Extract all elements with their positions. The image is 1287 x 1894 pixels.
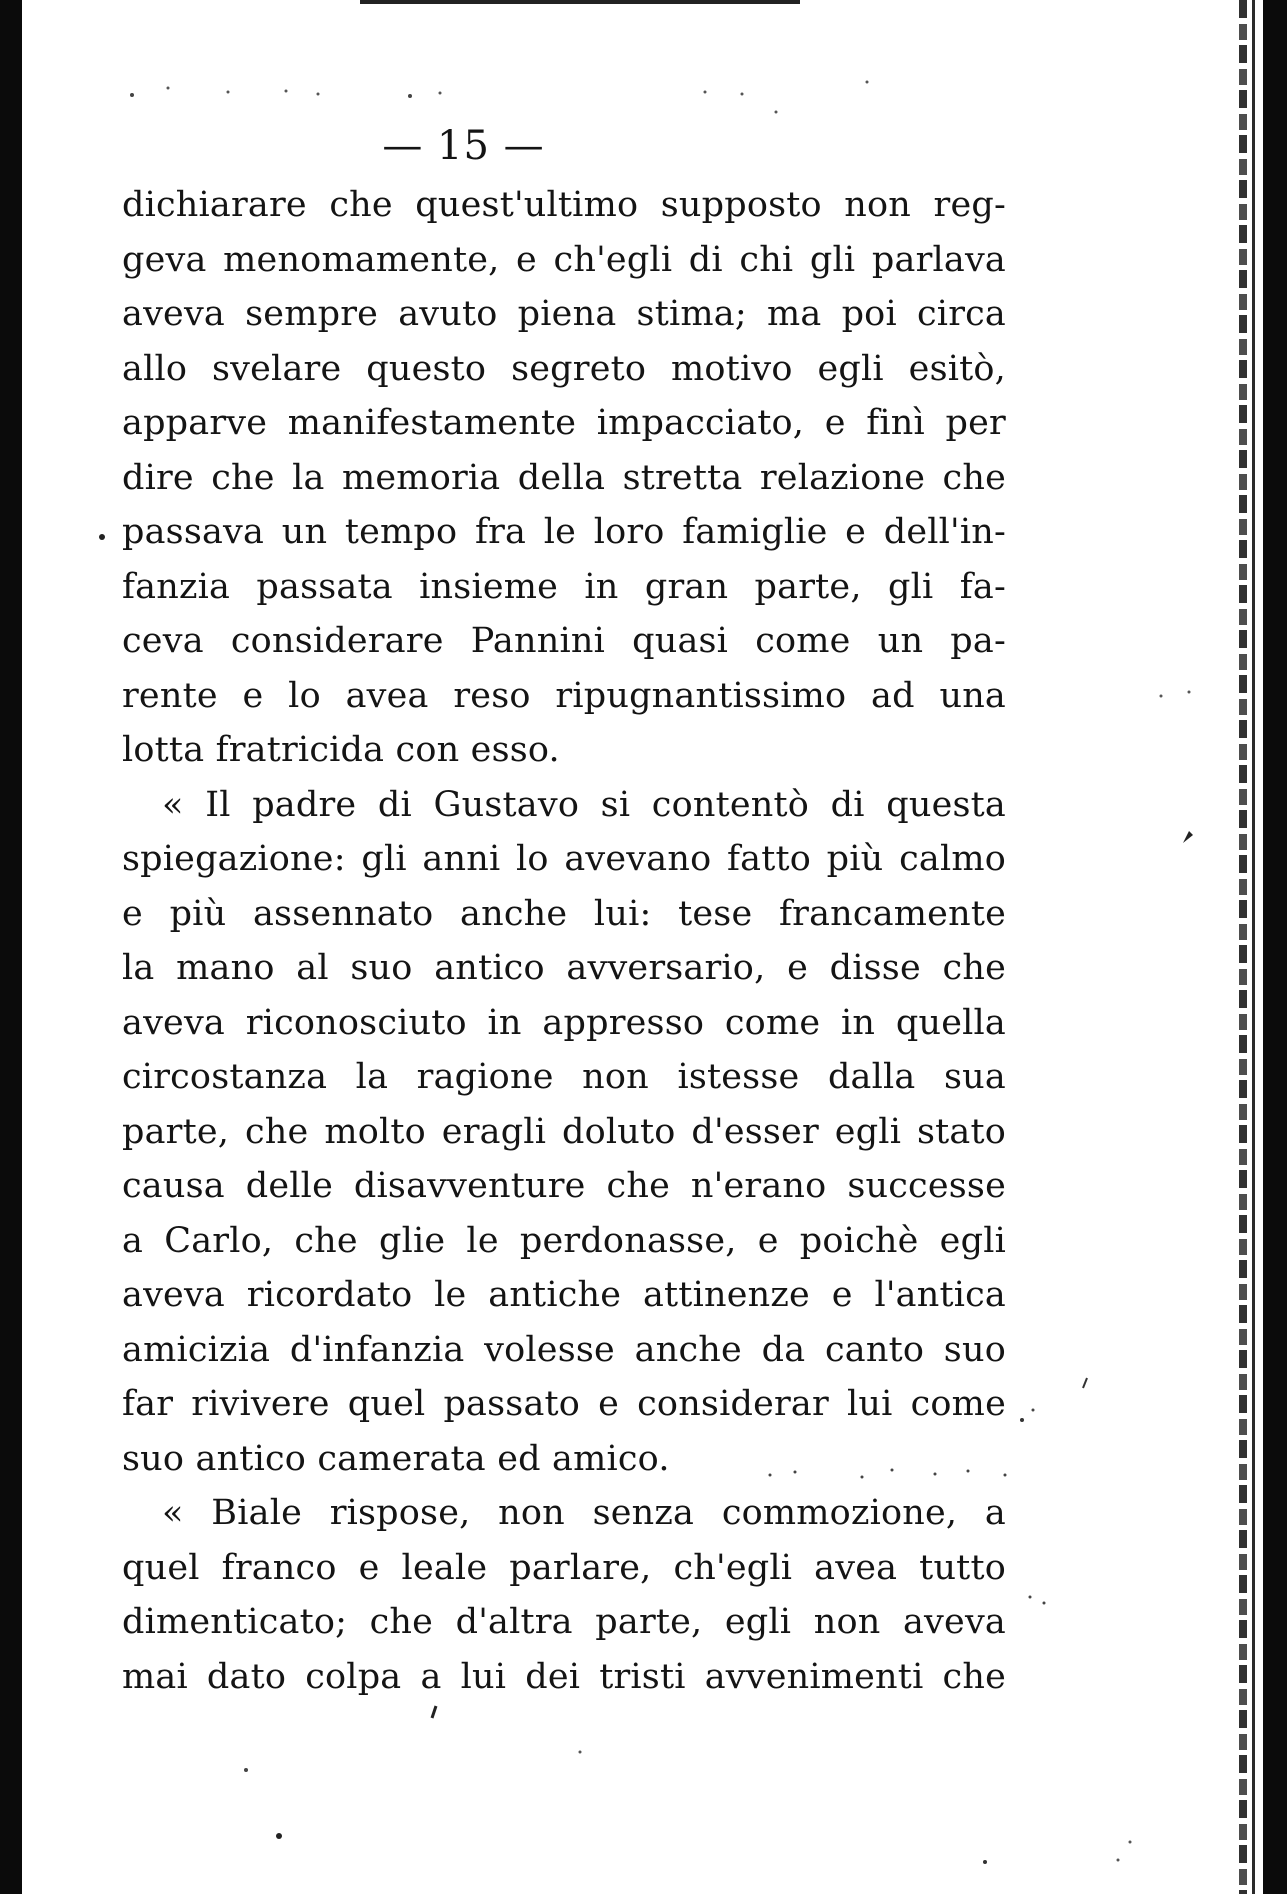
text-line: dire che la memoria della stretta relazione che: [122, 457, 1006, 498]
text-line: apparve manifestamente impacciato, e finì per: [122, 403, 1006, 443]
text-line: « Biale rispose, non senza commozione, a: [162, 1493, 1006, 1533]
text-line: rente e lo avea reso ripugnantissimo ad una: [122, 675, 1006, 716]
text-line: causa delle disavventure che n'erano successe: [122, 1166, 1006, 1206]
text-line: aveva riconosciuto in appresso come in quella: [122, 1002, 1006, 1043]
text-line: aveva sempre avuto piena stima; ma poi circa: [122, 294, 1006, 334]
text-line: lotta fratricida con esso.: [122, 730, 560, 770]
text-line: « Il padre di Gustavo si contentò di questa: [162, 784, 1006, 825]
body-text: [122, 178, 1006, 1704]
text-line: ceva considerare Pannini quasi come un pa-: [122, 621, 1006, 661]
text-line: quel franco e leale parlare, ch'egli avea tutto: [122, 1547, 1006, 1588]
text-line: a Carlo, che glie le perdonasse, e poichè egli: [122, 1220, 1006, 1261]
text-line: amicizia d'infanzia volesse anche da canto suo: [122, 1329, 1006, 1370]
page-number: — 15 —: [382, 123, 545, 169]
text-line: e più assennato anche lui: tese francamente: [122, 893, 1006, 934]
text-line: dimenticato; che d'altra parte, egli non aveva: [122, 1602, 1006, 1642]
text-line: parte, che molto eragli doluto d'esser egli stato: [122, 1111, 1006, 1152]
text-line: geva menomamente, e ch'egli di chi gli parlava: [122, 239, 1006, 280]
text-line: suo antico camerata ed amico.: [122, 1438, 670, 1479]
text-line: allo svelare questo segreto motivo egli esitò,: [122, 348, 1006, 389]
text-line: spiegazione: gli anni lo avevano fatto più calmo: [122, 839, 1006, 879]
text-line: la mano al suo antico avversario, e disse che: [122, 948, 1006, 988]
text-line: circostanza la ragione non istesse dalla sua: [122, 1057, 1006, 1097]
text-line: fanzia passata insieme in gran parte, gli fa-: [122, 566, 1006, 607]
text-line: far rivivere quel passato e considerar lui come: [122, 1384, 1006, 1424]
text-line: mai dato colpa a lui dei tristi avvenimenti che: [122, 1656, 1006, 1697]
text-line: aveva ricordato le antiche attinenze e l'antica: [122, 1275, 1006, 1315]
text-line: passava un tempo fra le loro famiglie e dell'in-: [122, 512, 1006, 552]
text-line: dichiarare che quest'ultimo supposto non reg-: [122, 185, 1006, 225]
